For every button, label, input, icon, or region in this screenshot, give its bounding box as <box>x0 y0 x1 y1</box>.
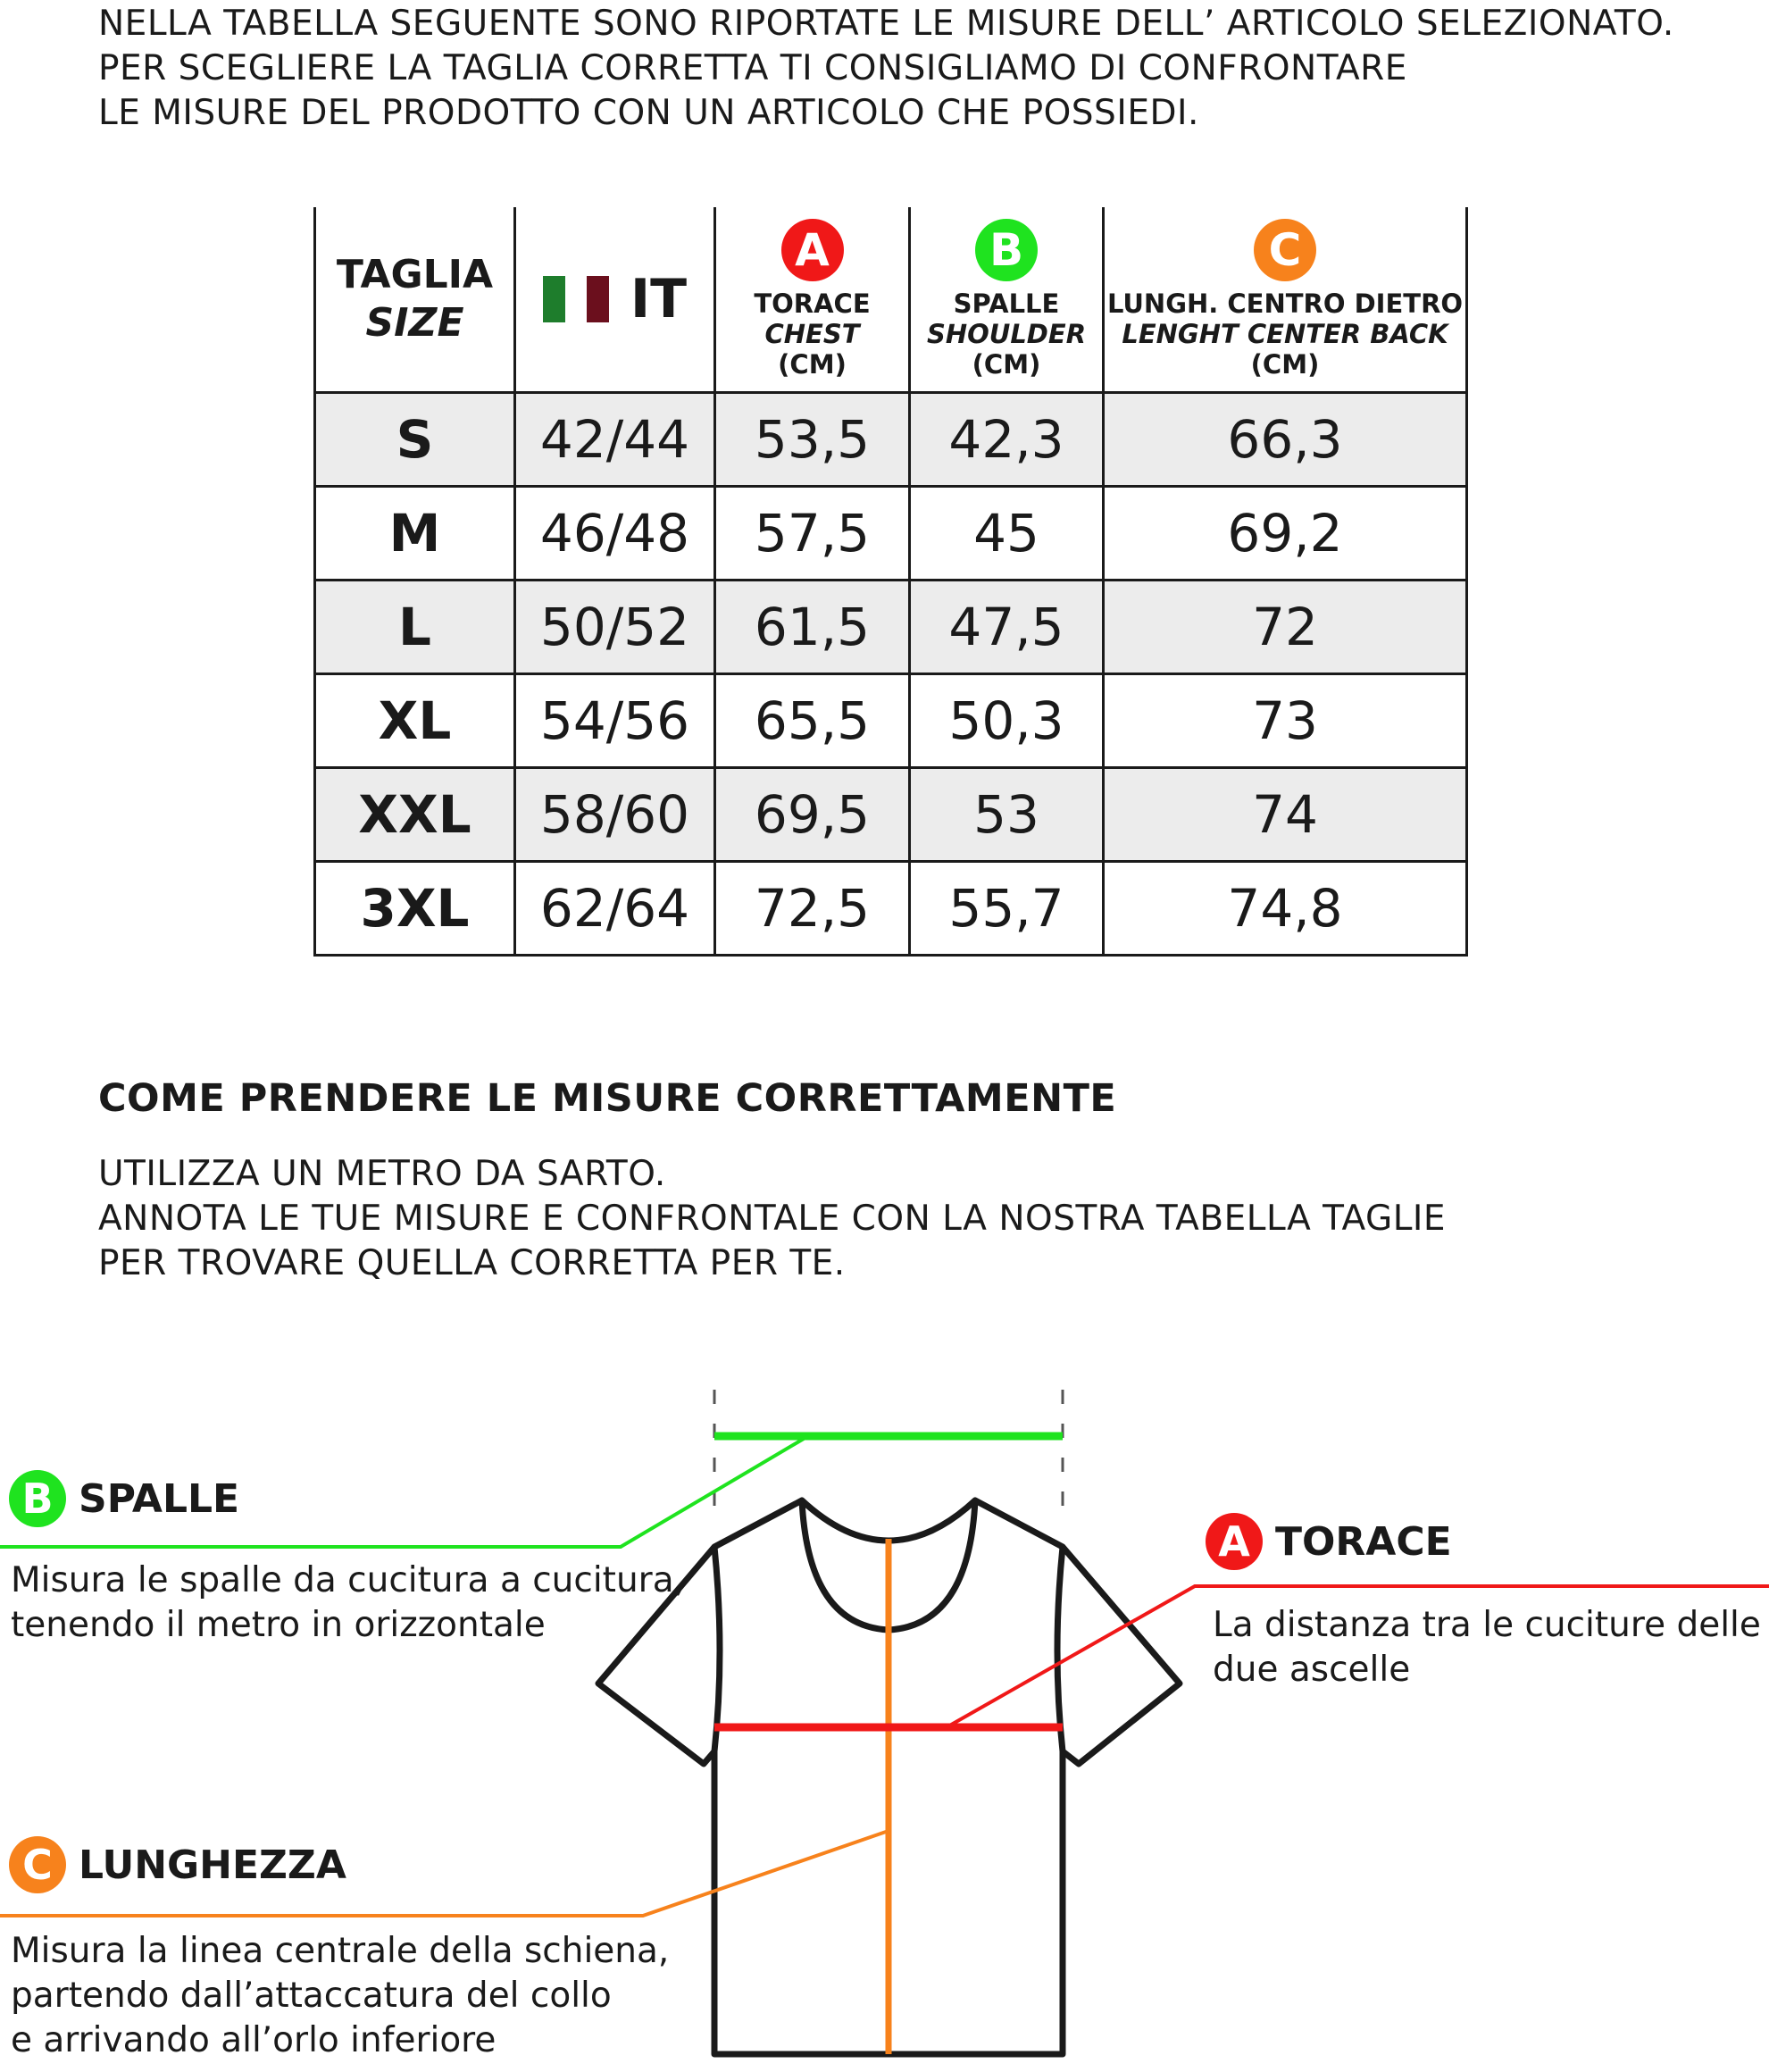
chest-label <box>1206 1513 1452 1570</box>
badge-c-icon: C <box>9 1836 66 1893</box>
header-size <box>315 207 515 393</box>
cell-chest: 65,5 <box>715 674 910 768</box>
size-label: TAGLIA <box>336 252 494 297</box>
shoulder-unit: (CM) <box>972 349 1041 380</box>
cell-chest: 69,5 <box>715 768 910 862</box>
cell-it: 58/60 <box>515 768 715 862</box>
length-label <box>9 1836 346 1893</box>
cell-chest: 53,5 <box>715 393 910 487</box>
italy-flag-icon <box>543 276 609 322</box>
cell-size: S <box>315 393 515 487</box>
cell-it: 62/64 <box>515 862 715 956</box>
cell-size: XXL <box>315 768 515 862</box>
length-desc-line: Misura la linea centrale della schiena, <box>11 1931 670 1971</box>
cell-it: 46/48 <box>515 487 715 581</box>
cell-shoulder: 50,3 <box>910 674 1104 768</box>
cell-it: 54/56 <box>515 674 715 768</box>
table-row <box>315 768 1467 862</box>
cell-chest: 61,5 <box>715 581 910 674</box>
table-row <box>315 393 1467 487</box>
table-header-row <box>315 207 1467 393</box>
it-label: IT <box>630 268 688 330</box>
cell-length: 66,3 <box>1104 393 1467 487</box>
section-title: COME PRENDERE LE MISURE CORRETTAMENTE <box>98 1076 1117 1121</box>
shoulder-label <box>9 1470 239 1527</box>
length-description <box>11 1929 669 2063</box>
howto-line: ANNOTA LE TUE MISURE E CONFRONTALE CON LA NOSTRA TABELLA TAGLIE <box>98 1199 1447 1239</box>
howto-text <box>98 1152 1446 1286</box>
shoulder-label-title: SPALLE <box>79 1475 240 1522</box>
badge-b-icon: B <box>975 219 1038 281</box>
size-table-wrapper <box>313 207 1465 957</box>
cell-it: 50/52 <box>515 581 715 674</box>
size-table <box>313 207 1468 957</box>
cell-length: 72 <box>1104 581 1467 674</box>
length-title: LUNGH. CENTRO DIETRO <box>1106 288 1464 319</box>
table-row <box>315 862 1467 956</box>
flag-stripe-green <box>543 276 565 322</box>
chest-label-title: TORACE <box>1275 1518 1452 1565</box>
armhole-seam-right <box>1057 1547 1063 1751</box>
cell-it: 42/44 <box>515 393 715 487</box>
cell-size: 3XL <box>315 862 515 956</box>
chest-title: TORACE <box>754 288 871 319</box>
header-it <box>515 207 715 393</box>
table-row <box>315 487 1467 581</box>
length-sub: LENGHT CENTER BACK <box>1122 319 1448 349</box>
shoulder-description <box>11 1558 685 1648</box>
howto-line: PER TROVARE QUELLA CORRETTA PER TE. <box>98 1243 846 1283</box>
chest-unit: (CM) <box>778 349 847 380</box>
chest-description <box>1213 1603 1761 1692</box>
intro-line: PER SCEGLIERE LA TAGLIA CORRETTA TI CONSIGLIAMO DI CONFRONTARE <box>98 48 1407 88</box>
cell-shoulder: 42,3 <box>910 393 1104 487</box>
cell-size: M <box>315 487 515 581</box>
table-row <box>315 674 1467 768</box>
cell-chest: 72,5 <box>715 862 910 956</box>
chest-sub: CHEST <box>764 319 860 349</box>
cell-shoulder: 45 <box>910 487 1104 581</box>
flag-stripe-white <box>565 276 588 322</box>
badge-c-icon: C <box>1254 219 1316 281</box>
intro-line: NELLA TABELLA SEGUENTE SONO RIPORTATE LE MISURE DELL’ ARTICOLO SELEZIONATO. <box>98 4 1674 44</box>
cell-chest: 57,5 <box>715 487 910 581</box>
cell-shoulder: 55,7 <box>910 862 1104 956</box>
intro-line: LE MISURE DEL PRODOTTO CON UN ARTICOLO CHE POSSIEDI. <box>98 93 1199 133</box>
chest-desc-line: due ascelle <box>1213 1650 1411 1690</box>
size-label-en: SIZE <box>365 300 464 346</box>
length-label-title: LUNGHEZZA <box>79 1842 346 1888</box>
length-desc-line: partendo dall’attaccatura del collo <box>11 1976 612 2016</box>
shoulder-title: SPALLE <box>953 288 1060 319</box>
length-unit: (CM) <box>1250 349 1320 380</box>
flag-stripe-red <box>587 276 609 322</box>
table-row <box>315 581 1467 674</box>
badge-a-icon: A <box>781 219 844 281</box>
cell-shoulder: 53 <box>910 768 1104 862</box>
intro-text <box>98 2 1674 136</box>
chest-desc-line: La distanza tra le cuciture delle <box>1213 1605 1761 1645</box>
header-shoulder <box>910 207 1104 393</box>
badge-b-icon: B <box>9 1470 66 1527</box>
cell-length: 74,8 <box>1104 862 1467 956</box>
cell-size: XL <box>315 674 515 768</box>
armhole-seam-left <box>714 1547 720 1751</box>
shoulder-desc-line: tenendo il metro in orizzontale <box>11 1605 546 1645</box>
cell-length: 69,2 <box>1104 487 1467 581</box>
cell-size: L <box>315 581 515 674</box>
length-desc-line: e arrivando all’orlo inferiore <box>11 2020 496 2060</box>
shoulder-sub: SHOULDER <box>926 319 1087 349</box>
badge-a-icon: A <box>1206 1513 1263 1570</box>
cell-shoulder: 47,5 <box>910 581 1104 674</box>
shoulder-desc-line: Misura le spalle da cucitura a cucitura, <box>11 1560 686 1600</box>
cell-length: 74 <box>1104 768 1467 862</box>
howto-line: UTILIZZA UN METRO DA SARTO. <box>98 1154 666 1194</box>
header-chest <box>715 207 910 393</box>
header-length <box>1104 207 1467 393</box>
cell-length: 73 <box>1104 674 1467 768</box>
